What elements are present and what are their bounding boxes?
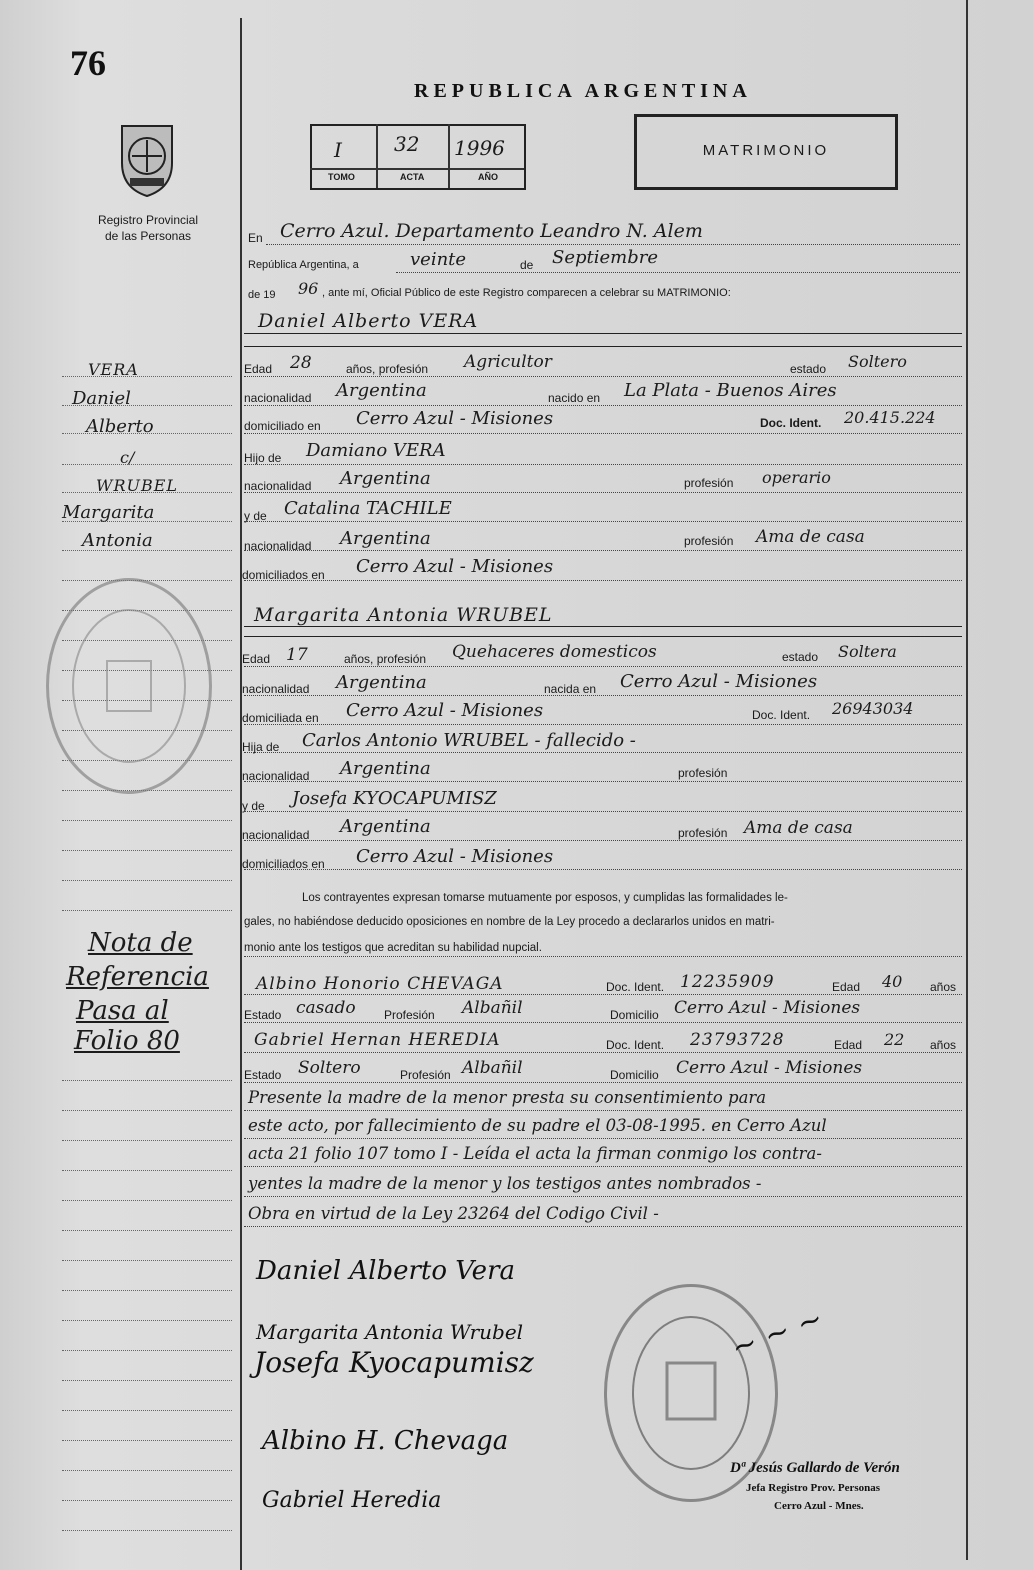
bride-nacida-en: Cerro Azul - Misiones bbox=[620, 671, 818, 692]
fill-line bbox=[244, 521, 962, 522]
groom-edad-label: Edad bbox=[244, 362, 273, 376]
groom-mother-nac: Argentina bbox=[340, 528, 431, 549]
groom-y-de-label: y de bbox=[244, 509, 267, 523]
margin-line bbox=[62, 1260, 232, 1261]
fill-line bbox=[244, 550, 962, 551]
bride-mother: Josefa KYOCAPUMISZ bbox=[292, 788, 497, 809]
margin-given3: Margarita bbox=[62, 502, 155, 523]
signature-witness2: Gabriel Heredia bbox=[262, 1488, 442, 1513]
matrimonio-label: MATRIMONIO bbox=[702, 142, 830, 159]
signature-mother: Josefa Kyocapumisz bbox=[254, 1346, 534, 1379]
fill-line bbox=[266, 244, 960, 245]
bride-nacionalidad-label: nacionalidad bbox=[242, 682, 310, 696]
fill-line bbox=[244, 811, 962, 812]
de-label: de bbox=[520, 258, 534, 272]
fill-line bbox=[244, 376, 962, 377]
fill-line bbox=[244, 464, 962, 465]
fill-line bbox=[244, 580, 962, 581]
witness1-profesion-label: Profesión bbox=[384, 1008, 435, 1022]
bride-y-de-label: y de bbox=[242, 799, 265, 813]
note-line-2: este acto, por fallecimiento de su padre el 03-08-1995. en Cerro Azul bbox=[248, 1116, 827, 1135]
bride-edad: 17 bbox=[286, 645, 308, 665]
groom-mother-nac-label: nacionalidad bbox=[244, 539, 312, 553]
groom-father-prof-label: profesión bbox=[684, 476, 734, 490]
margin-line bbox=[62, 1500, 232, 1501]
section-rule bbox=[244, 626, 962, 627]
fill-line bbox=[244, 1196, 962, 1197]
margin-line bbox=[62, 1530, 232, 1531]
fill-line bbox=[244, 433, 962, 434]
fill-line bbox=[244, 724, 962, 725]
margin-given2: Alberto bbox=[86, 416, 154, 437]
witness1-name: Albino Honorio CHEVAGA bbox=[256, 974, 504, 994]
margin-note-line1: Nota de bbox=[88, 928, 193, 958]
bride-domicilio-label: domiciliada en bbox=[242, 711, 319, 725]
fill-line bbox=[244, 1022, 962, 1023]
en-label: En bbox=[248, 231, 263, 245]
official-title: Jefa Registro Prov. Personas bbox=[746, 1482, 881, 1494]
official-name: Dª Jesús Gallardo de Verón bbox=[730, 1460, 900, 1476]
section-rule bbox=[244, 346, 962, 347]
margin-note-line2: Referencia bbox=[66, 962, 209, 992]
note-line-4: yentes la madre de la menor y los testigos antes nombrados - bbox=[248, 1174, 762, 1193]
fill-line bbox=[244, 869, 962, 870]
statement-line3: monio ante los testigos que acreditan su habilidad nupcial. bbox=[244, 942, 542, 954]
witness1-anos-label: años bbox=[930, 980, 957, 994]
margin-line bbox=[62, 1080, 232, 1081]
registry-label bbox=[68, 212, 228, 244]
groom-father-nac: Argentina bbox=[340, 468, 431, 489]
groom-father-nac-label: nacionalidad bbox=[244, 479, 312, 493]
witness2-name: Gabriel Hernan HEREDIA bbox=[254, 1030, 501, 1050]
month-value: Septiembre bbox=[552, 247, 658, 268]
witness2-edad-label: Edad bbox=[834, 1038, 863, 1052]
witness2-domicilio: Cerro Azul - Misiones bbox=[676, 1058, 863, 1078]
official-place: Cerro Azul - Mnes. bbox=[774, 1500, 864, 1512]
witness2-estado-label: Estado bbox=[244, 1068, 282, 1082]
record-box-divider bbox=[448, 124, 450, 188]
witness2-domicilio-label: Domicilio bbox=[610, 1068, 659, 1082]
tomo-label: TOMO bbox=[328, 172, 355, 182]
statement-line1: Los contrayentes expresan tomarse mutuamente por esposos, y cumplidas las formalidades le- bbox=[302, 892, 788, 904]
witness2-anos-label: años bbox=[930, 1038, 957, 1052]
groom-edad: 28 bbox=[290, 353, 312, 373]
witness2-estado: Soltero bbox=[298, 1058, 361, 1078]
note-line-1: Presente la madre de la menor presta su consentimiento para bbox=[248, 1088, 767, 1107]
groom-parents-dom-label: domiciliados en bbox=[242, 568, 325, 582]
groom-nacido-label: nacido en bbox=[548, 391, 601, 405]
groom-parents-dom: Cerro Azul - Misiones bbox=[356, 556, 554, 577]
margin-line bbox=[62, 1380, 232, 1381]
witness1-domicilio-label: Domicilio bbox=[610, 1008, 659, 1022]
groom-profesion-label: años, profesión bbox=[346, 362, 429, 376]
margin-line bbox=[62, 1350, 232, 1351]
witness2-doc: 23793728 bbox=[690, 1030, 785, 1050]
bride-mother-prof-label: profesión bbox=[678, 826, 728, 840]
fill-line bbox=[244, 666, 962, 667]
witness1-profesion: Albañil bbox=[462, 998, 523, 1018]
signature-groom: Daniel Alberto Vera bbox=[256, 1256, 515, 1286]
margin-line bbox=[62, 1110, 232, 1111]
groom-father-prof: operario bbox=[762, 468, 831, 487]
bride-parents-dom-label: domiciliados en bbox=[242, 857, 325, 871]
bride-parents-dom: Cerro Azul - Misiones bbox=[356, 846, 554, 867]
section-rule bbox=[244, 636, 962, 637]
witness2-edad: 22 bbox=[884, 1030, 905, 1049]
declaration-text: , ante mí, Oficial Público de este Registro comparecen a celebrar su MATRIMONIO: bbox=[322, 287, 731, 299]
fill-line bbox=[244, 1226, 962, 1227]
fill-line bbox=[244, 695, 962, 696]
margin-line bbox=[62, 1440, 232, 1441]
fill-line bbox=[244, 956, 962, 957]
margin-surname: VERA bbox=[88, 360, 139, 379]
margin-note-line4: Folio 80 bbox=[74, 1026, 180, 1056]
day-value: veinte bbox=[410, 249, 467, 270]
ano-value: 1996 bbox=[454, 136, 505, 160]
margin-line bbox=[62, 1410, 232, 1411]
official-signature-mark: ~ ~ ~ bbox=[726, 1300, 828, 1367]
margin-line bbox=[62, 910, 232, 911]
margin-given1: Daniel bbox=[72, 388, 131, 409]
record-box-divider bbox=[310, 168, 524, 170]
fill-line bbox=[244, 405, 962, 406]
bride-estado-label: estado bbox=[782, 650, 819, 664]
bride-mother-prof: Ama de casa bbox=[744, 818, 853, 838]
coat-of-arms-icon bbox=[112, 118, 182, 198]
fill-line bbox=[244, 1082, 962, 1083]
groom-mother-prof-label: profesión bbox=[684, 534, 734, 548]
margin-line bbox=[62, 880, 232, 881]
right-border-rule bbox=[966, 0, 968, 1560]
margin-given4: Antonia bbox=[82, 530, 153, 551]
witness2-profesion-label: Profesión bbox=[400, 1068, 451, 1082]
margin-seal-icon bbox=[46, 578, 212, 794]
registry-label-line2: de las Personas bbox=[104, 229, 192, 243]
witness1-doc-label: Doc. Ident. bbox=[606, 980, 665, 994]
fill-line bbox=[244, 1052, 962, 1053]
ano-label: AÑO bbox=[478, 172, 498, 182]
registry-label-line1: Registro Provincial bbox=[97, 213, 199, 227]
groom-estado: Soltero bbox=[848, 352, 907, 371]
fill-line bbox=[244, 994, 962, 995]
witness1-doc: 12235909 bbox=[680, 972, 775, 992]
groom-domicilio: Cerro Azul - Misiones bbox=[356, 408, 554, 429]
bride-hija-label: Hija de bbox=[242, 740, 280, 754]
fill-line bbox=[244, 1110, 962, 1111]
bride-domicilio: Cerro Azul - Misiones bbox=[346, 700, 544, 721]
groom-mother: Catalina TACHILE bbox=[284, 498, 452, 519]
country-title: REPUBLICA ARGENTINA bbox=[414, 80, 752, 102]
fill-line bbox=[396, 272, 960, 273]
fill-line bbox=[244, 752, 962, 753]
margin-conj: c/ bbox=[120, 448, 135, 467]
margin-note-line3: Pasa al bbox=[76, 996, 169, 1026]
witness1-estado-label: Estado bbox=[244, 1008, 282, 1022]
fill-line bbox=[244, 840, 962, 841]
note-line-3: acta 21 folio 107 tomo I - Leída el acta la firman conmigo los contra- bbox=[248, 1144, 822, 1163]
bride-father-nac: Argentina bbox=[340, 758, 431, 779]
bride-estado: Soltera bbox=[838, 642, 897, 661]
groom-domicilio-label: domiciliado en bbox=[244, 419, 321, 433]
witness2-doc-label: Doc. Ident. bbox=[606, 1038, 665, 1052]
groom-nacionalidad: Argentina bbox=[336, 380, 427, 401]
margin-surname2: WRUBEL bbox=[96, 476, 179, 495]
groom-mother-prof: Ama de casa bbox=[756, 527, 865, 547]
bride-profesion: Quehaceres domesticos bbox=[452, 642, 657, 662]
bride-profesion-label: años, profesión bbox=[344, 652, 427, 666]
year-prefix: de 19 bbox=[248, 289, 276, 301]
signature-witness1: Albino H. Chevaga bbox=[262, 1426, 509, 1456]
fill-line bbox=[244, 492, 962, 493]
witness1-edad-label: Edad bbox=[832, 980, 861, 994]
groom-hijo-label: Hijo de bbox=[244, 451, 282, 465]
tomo-value: I bbox=[334, 138, 342, 162]
margin-line bbox=[62, 1230, 232, 1231]
groom-father: Damiano VERA bbox=[306, 440, 446, 461]
margin-line bbox=[62, 820, 232, 821]
section-rule bbox=[244, 333, 962, 334]
groom-estado-label: estado bbox=[790, 362, 827, 376]
margin-line bbox=[62, 1140, 232, 1141]
year-value: 96 bbox=[298, 279, 319, 298]
witness1-domicilio: Cerro Azul - Misiones bbox=[674, 998, 861, 1018]
bride-doc: 26943034 bbox=[832, 699, 914, 718]
record-box-divider bbox=[376, 124, 378, 188]
witness1-edad: 40 bbox=[882, 972, 903, 991]
fill-line bbox=[244, 781, 962, 782]
acta-value: 32 bbox=[394, 132, 420, 156]
page-number: 76 bbox=[70, 43, 106, 83]
bride-mother-nac: Argentina bbox=[340, 816, 431, 837]
groom-profesion: Agricultor bbox=[464, 352, 552, 372]
fill-line bbox=[244, 1138, 962, 1139]
witness2-profesion: Albañil bbox=[462, 1058, 523, 1078]
fill-line bbox=[244, 1166, 962, 1167]
bride-name: Margarita Antonia WRUBEL bbox=[254, 604, 553, 626]
margin-line bbox=[62, 1470, 232, 1471]
groom-nacionalidad-label: nacionalidad bbox=[244, 391, 312, 405]
margin-line bbox=[62, 850, 232, 851]
bride-edad-label: Edad bbox=[242, 652, 271, 666]
bride-doc-label: Doc. Ident. bbox=[752, 708, 811, 722]
statement-line2: gales, no habiéndose deducido oposiciones en nombre de la Ley procedo a declararlos unidos en matri- bbox=[244, 916, 775, 928]
margin-line bbox=[62, 1200, 232, 1201]
groom-doc: 20.415.224 bbox=[844, 408, 936, 427]
bride-nacionalidad: Argentina bbox=[336, 672, 427, 693]
bride-mother-nac-label: nacionalidad bbox=[242, 828, 310, 842]
margin-rule bbox=[240, 18, 242, 1570]
bride-father-prof-label: profesión bbox=[678, 766, 728, 780]
margin-line bbox=[62, 1320, 232, 1321]
bride-father: Carlos Antonio WRUBEL - fallecido - bbox=[302, 730, 636, 751]
bride-father-nac-label: nacionalidad bbox=[242, 769, 310, 783]
groom-name: Daniel Alberto VERA bbox=[258, 310, 479, 332]
signature-bride: Margarita Antonia Wrubel bbox=[256, 1320, 524, 1344]
bride-nacida-label: nacida en bbox=[544, 682, 597, 696]
groom-nacido-en: La Plata - Buenos Aires bbox=[624, 380, 837, 401]
margin-line bbox=[62, 464, 232, 465]
margin-line bbox=[62, 1170, 232, 1171]
acta-label: ACTA bbox=[400, 172, 425, 182]
note-line-5: Obra en virtud de la Ley 23264 del Codigo Civil - bbox=[248, 1204, 659, 1223]
margin-line bbox=[62, 1290, 232, 1291]
groom-doc-label: Doc. Ident. bbox=[760, 416, 822, 430]
witness1-estado: casado bbox=[296, 998, 356, 1018]
republica-label: República Argentina, a bbox=[248, 259, 359, 271]
place-value: Cerro Azul. Departamento Leandro N. Alem bbox=[280, 220, 703, 242]
